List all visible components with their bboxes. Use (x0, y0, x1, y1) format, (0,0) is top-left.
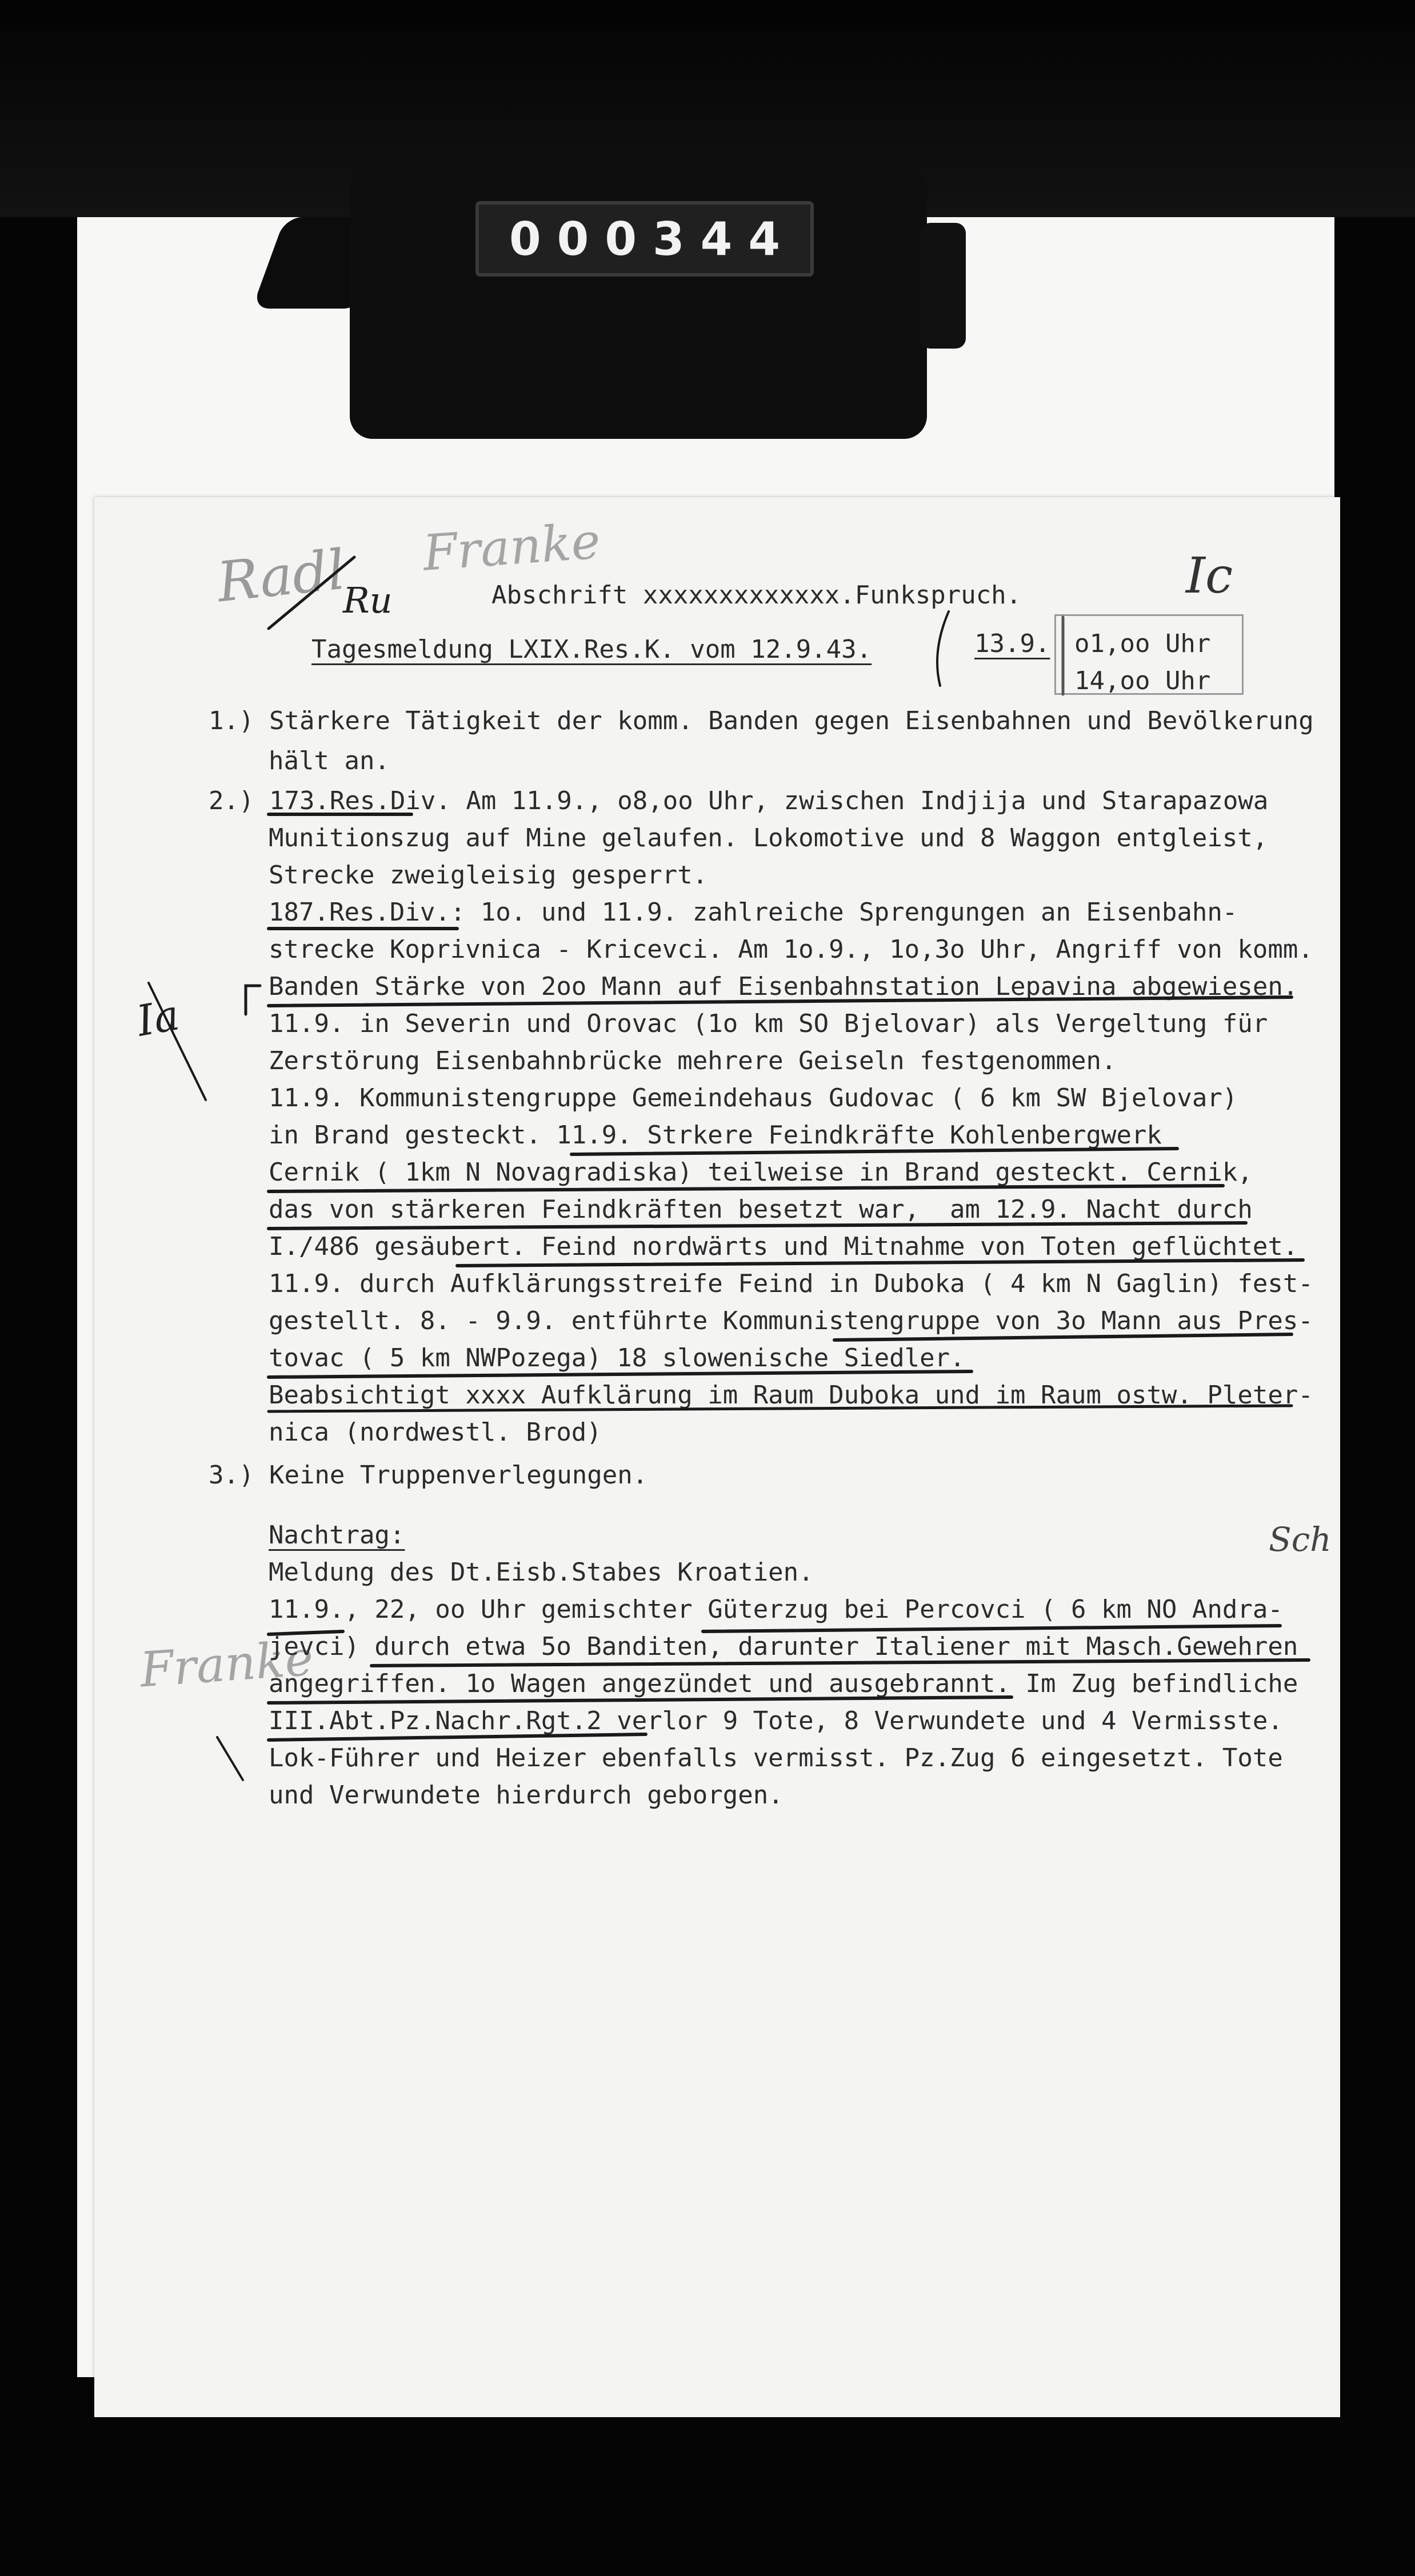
handwritten-sch: Sch (1269, 1520, 1332, 1559)
frame-counter-digits: 000344 (509, 212, 796, 266)
margin-signature: Franke (138, 1630, 315, 1698)
frame-counter (475, 201, 814, 277)
body-line: 1.) Stärkere Tätigkeit der komm. Banden gegen Eisenbahnen und Bevölkerung (209, 706, 1314, 735)
body-line: in Brand gesteckt. 11.9. Strkere Feindkräfte Kohlenbergwerk (269, 1121, 1162, 1150)
body-line: Beabsichtigt xxxx Aufklärung im Raum Duboka und im Raum ostw. Pleter- (269, 1381, 1313, 1410)
handwritten-name: Franke (421, 513, 602, 582)
body-line: Meldung des Dt.Eisb.Stabes Kroatien. (269, 1558, 814, 1587)
body-line: I./486 gesäubert. Feind nordwärts und Mitnahme von Toten geflüchtet. (269, 1232, 1298, 1261)
body-line: III.Abt.Pz.Nachr.Rgt.2 verlor 9 Tote, 8 Verwundete und 4 Vermisste. (269, 1706, 1283, 1735)
body-line: Banden Stärke von 2oo Mann auf Eisenbahnstation Lepavina abgewiesen. (269, 972, 1298, 1001)
body-line: 11.9., 22, oo Uhr gemischter Güterzug bei Percovci ( 6 km NO Andra- (269, 1595, 1283, 1624)
body-line: das von stärkeren Feindkräften besetzt war, am 12.9. Nacht durch (269, 1195, 1253, 1224)
body-line: jevci) durch etwa 5o Banditen, darunter Italiener mit Masch.Gewehren (269, 1632, 1298, 1661)
body-line: Lok-Führer und Heizer ebenfalls vermisst. Pz.Zug 6 eingesetzt. Tote (269, 1743, 1283, 1773)
body-line: 2.) 173.Res.Div. Am 11.9., o8,oo Uhr, zwischen Indjija und Starapazowa (209, 786, 1269, 815)
body-line: nica (nordwestl. Brod) (269, 1418, 602, 1447)
document-page (94, 497, 1340, 2417)
body-line: Strecke zweigleisig gesperrt. (269, 861, 708, 890)
handwritten-initials: Radl (214, 537, 349, 615)
handwritten-ic-mark: Ic (1186, 547, 1233, 605)
body-line: Zerstörung Eisenbahnbrücke mehrere Geiseln festgenommen. (269, 1046, 1117, 1075)
margin-ia-mark: Ia (133, 990, 183, 1046)
stamp-time-1: o1,oo Uhr (1074, 629, 1211, 658)
nachtrag-heading: Nachtrag: (269, 1521, 405, 1550)
body-line: 11.9. Kommunistengruppe Gemeindehaus Gudovac ( 6 km SW Bjelovar) (269, 1083, 1238, 1113)
body-line: angegriffen. 1o Wagen angezündet und ausgebrannt. Im Zug befindliche (269, 1669, 1298, 1698)
body-line: tovac ( 5 km NWPozega) 18 slowenische Siedler. (269, 1343, 965, 1373)
handwritten-paraph: Ru (343, 579, 393, 621)
body-line: Munitionszug auf Mine gelaufen. Lokomotive und 8 Waggon entgleist, (269, 823, 1268, 853)
body-line: 3.) Keine Truppenverlegungen. (209, 1461, 648, 1490)
tagesmeldung-title: Tagesmeldung LXIX.Res.K. vom 12.9.43. (311, 635, 872, 664)
body-line: und Verwundete hierdurch geborgen. (269, 1781, 784, 1810)
abschrift-heading: Abschrift xxxxxxxxxxxxx.Funkspruch. (491, 581, 1022, 610)
body-line: gestellt. 8. - 9.9. entführte Kommunistengruppe von 3o Mann aus Pres- (269, 1306, 1313, 1335)
stamp-date: 13.9. (974, 629, 1050, 658)
stamp-time-2: 14,oo Uhr (1074, 666, 1211, 695)
body-line: 11.9. in Severin und Orovac (1o km SO Bjelovar) als Vergeltung für (269, 1009, 1268, 1038)
body-line: Cernik ( 1km N Novagradiska) teilweise in Brand gesteckt. Cernik, (269, 1158, 1253, 1187)
counter-knob (920, 223, 966, 349)
body-line: 187.Res.Div.: 1o. und 11.9. zahlreiche Sprengungen an Eisenbahn- (269, 898, 1238, 927)
body-line: 11.9. durch Aufklärungsstreife Feind in Duboka ( 4 km N Gaglin) fest- (269, 1269, 1313, 1298)
body-line: hält an. (269, 746, 390, 775)
body-line: strecke Koprivnica - Kricevci. Am 1o.9., 1o,3o Uhr, Angriff von komm. (269, 935, 1313, 964)
